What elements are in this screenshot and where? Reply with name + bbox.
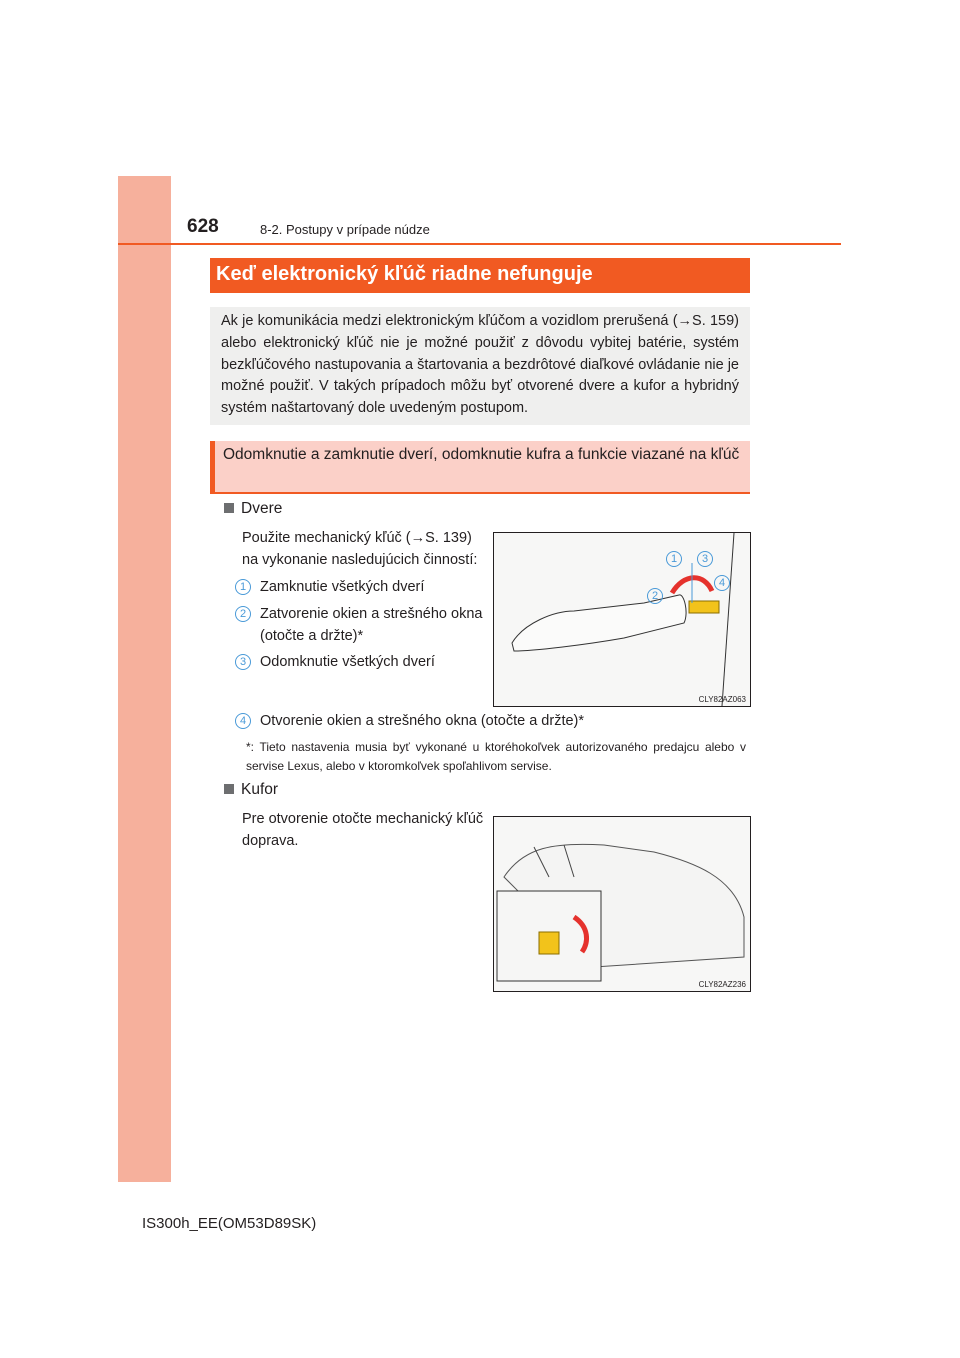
callout-4-icon: 4: [714, 575, 730, 591]
figure-code: CLY82AZ236: [698, 980, 746, 989]
item-2: Zatvorenie okien a strešného okna (otočte a držte)*: [260, 606, 483, 644]
intro-box: Ak je komunikácia medzi elektronickým kľúčom a vozidlom prerušená (→S. 159) alebo elektronický kľúč nie je možné použiť z dôvodu vybitej batérie, systém bezkľúčového nastupovania a štartovania a bezdrôtové diaľkové ovládanie nie je možné použiť. V takých prípadoch môžu byť otvorené dvere a kufor a hybridný systém naštartovaný dole uvedeným postupom.: [210, 307, 750, 425]
doors-heading-text: Dvere: [241, 500, 283, 517]
callout-3-icon: 3: [697, 551, 713, 567]
trunk-heading: [224, 781, 278, 799]
number-2-icon: 2: [235, 606, 251, 622]
callout-2-icon: 2: [647, 588, 663, 604]
door-handle-figure: [493, 532, 751, 707]
number-4-icon: 4: [235, 713, 251, 729]
callout-1-icon: 1: [666, 551, 682, 567]
square-bullet-icon: [224, 784, 234, 794]
item-1: Zamknutie všetkých dverí: [260, 579, 425, 595]
page-number: 628: [187, 216, 219, 237]
trunk-illustration: [494, 817, 750, 991]
number-3-icon: 3: [235, 654, 251, 670]
section-title: Keď elektronický kľúč riadne nefunguje: [210, 258, 750, 293]
item-3: Odomknutie všetkých dverí: [260, 654, 435, 670]
trunk-text: Pre otvorenie otočte mechanický kľúč doprava.: [242, 811, 484, 849]
subheading: Odomknutie a zamknutie dverí, odomknutie kufra a funkcie viazané na kľúč: [210, 441, 750, 494]
chapter-title: 8-2. Postupy v prípade núdze: [260, 222, 430, 237]
doors-heading: [224, 500, 282, 518]
square-bullet-icon: [224, 503, 234, 513]
doors-text: Použite mechanický kľúč (→S. 139) na vykonanie nasledujúcich činností:: [242, 530, 478, 568]
figure-code: CLY82AZ063: [698, 695, 746, 704]
header-rule: [118, 243, 841, 245]
item-4: Otvorenie okien a strešného okna (otočte a držte)*: [260, 713, 585, 729]
trunk-heading-text: Kufor: [241, 781, 279, 798]
sidebar-tab: [118, 176, 171, 1182]
number-1-icon: 1: [235, 579, 251, 595]
model-code: IS300h_EE(OM53D89SK): [142, 1215, 317, 1232]
trunk-figure: [493, 816, 751, 992]
footnote: *: Tieto nastavenia musia byť vykonané u ktoréhokoľvek autorizovaného predajcu alebo v servise Lexus, alebo v ktoromkoľvek spoľahlivom servise.: [246, 740, 746, 773]
